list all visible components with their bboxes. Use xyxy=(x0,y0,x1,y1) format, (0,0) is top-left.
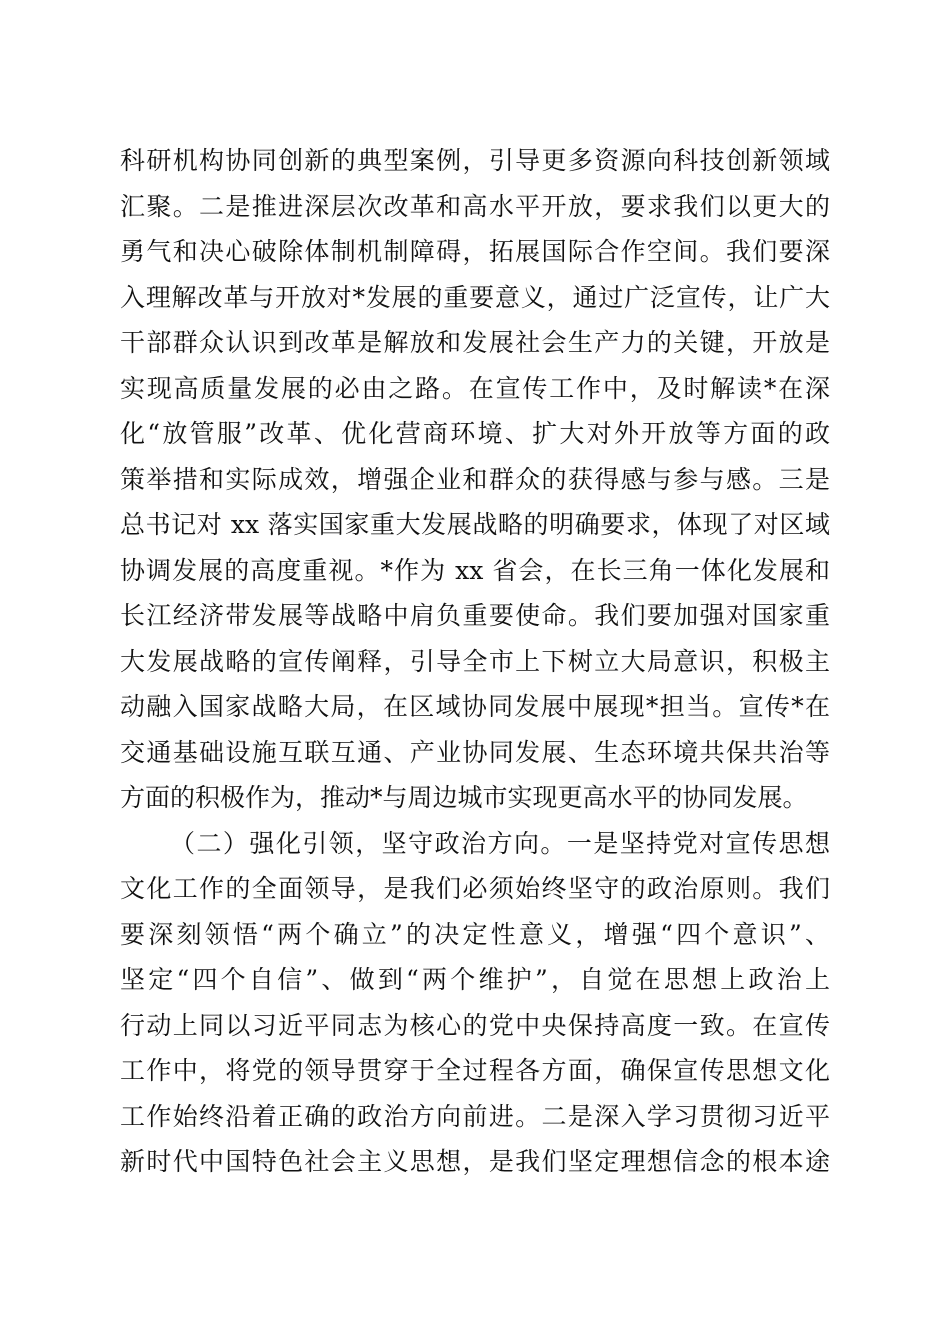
text-line: 文化工作的全面领导，是我们必须始终坚守的政治原则。我们 xyxy=(120,874,830,903)
text-line: 方面的积极作为，推动*与周边城市实现更高水平的协同发展。 xyxy=(120,783,808,812)
text-line: 实现高质量发展的必由之路。在宣传工作中，及时解读*在深 xyxy=(120,373,830,403)
text-line: 行动上同以习近平同志为核心的党中央保持高度一致。在宣传 xyxy=(120,1010,830,1040)
text-line: 策举措和实际成效，增强企业和群众的获得感与参与感。三是 xyxy=(120,464,830,494)
text-line: 要深刻领悟“两个确立”的决定性意义，增强“四个意识”、 xyxy=(120,919,830,949)
text-line: 勇气和决心破除体制机制障碍，拓展国际合作空间。我们要深 xyxy=(120,237,830,266)
text-line: 化“放管服”改革、优化营商环境、扩大对外开放等方面的政 xyxy=(120,419,830,448)
text-line: 协调发展的高度重视。*作为 xx 省会，在长三角一体化发展和 xyxy=(120,555,830,585)
text-line: 干部群众认识到改革是解放和发展社会生产力的关键，开放是 xyxy=(120,328,830,357)
section-heading-line: （二）强化引领，坚守政治方向。一是坚持党对宣传思想 xyxy=(170,828,830,858)
text-line: 交通基础设施互联互通、产业协同发展、生态环境共保共治等 xyxy=(120,737,830,767)
text-line: 长江经济带发展等战略中肩负重要使命。我们要加强对国家重 xyxy=(120,601,830,630)
text-line: 工作始终沿着正确的政治方向前进。二是深入学习贯彻习近平 xyxy=(120,1101,830,1131)
text-line: 科研机构协同创新的典型案例，引导更多资源向科技创新领域 xyxy=(120,146,830,175)
text-line: 动融入国家战略大局，在区域协同发展中展现*担当。宣传*在 xyxy=(120,692,830,721)
text-line: 汇聚。二是推进深层次改革和高水平开放，要求我们以更大的 xyxy=(120,191,830,221)
text-line: 入理解改革与开放对*发展的重要意义，通过广泛宣传，让广大 xyxy=(120,282,830,312)
text-line: 总书记对 xx 落实国家重大发展战略的明确要求，体现了对区域 xyxy=(120,510,830,539)
text-line: 工作中，将党的领导贯穿于全过程各方面，确保宣传思想文化 xyxy=(120,1056,830,1085)
text-line: 大发展战略的宣传阐释，引导全市上下树立大局意识，积极主 xyxy=(120,646,830,676)
text-line: 坚定“四个自信”、做到“两个维护”，自觉在思想上政治上 xyxy=(120,965,830,994)
text-line: 新时代中国特色社会主义思想，是我们坚定理想信念的根本途 xyxy=(120,1147,830,1176)
body-text xyxy=(120,138,830,1185)
